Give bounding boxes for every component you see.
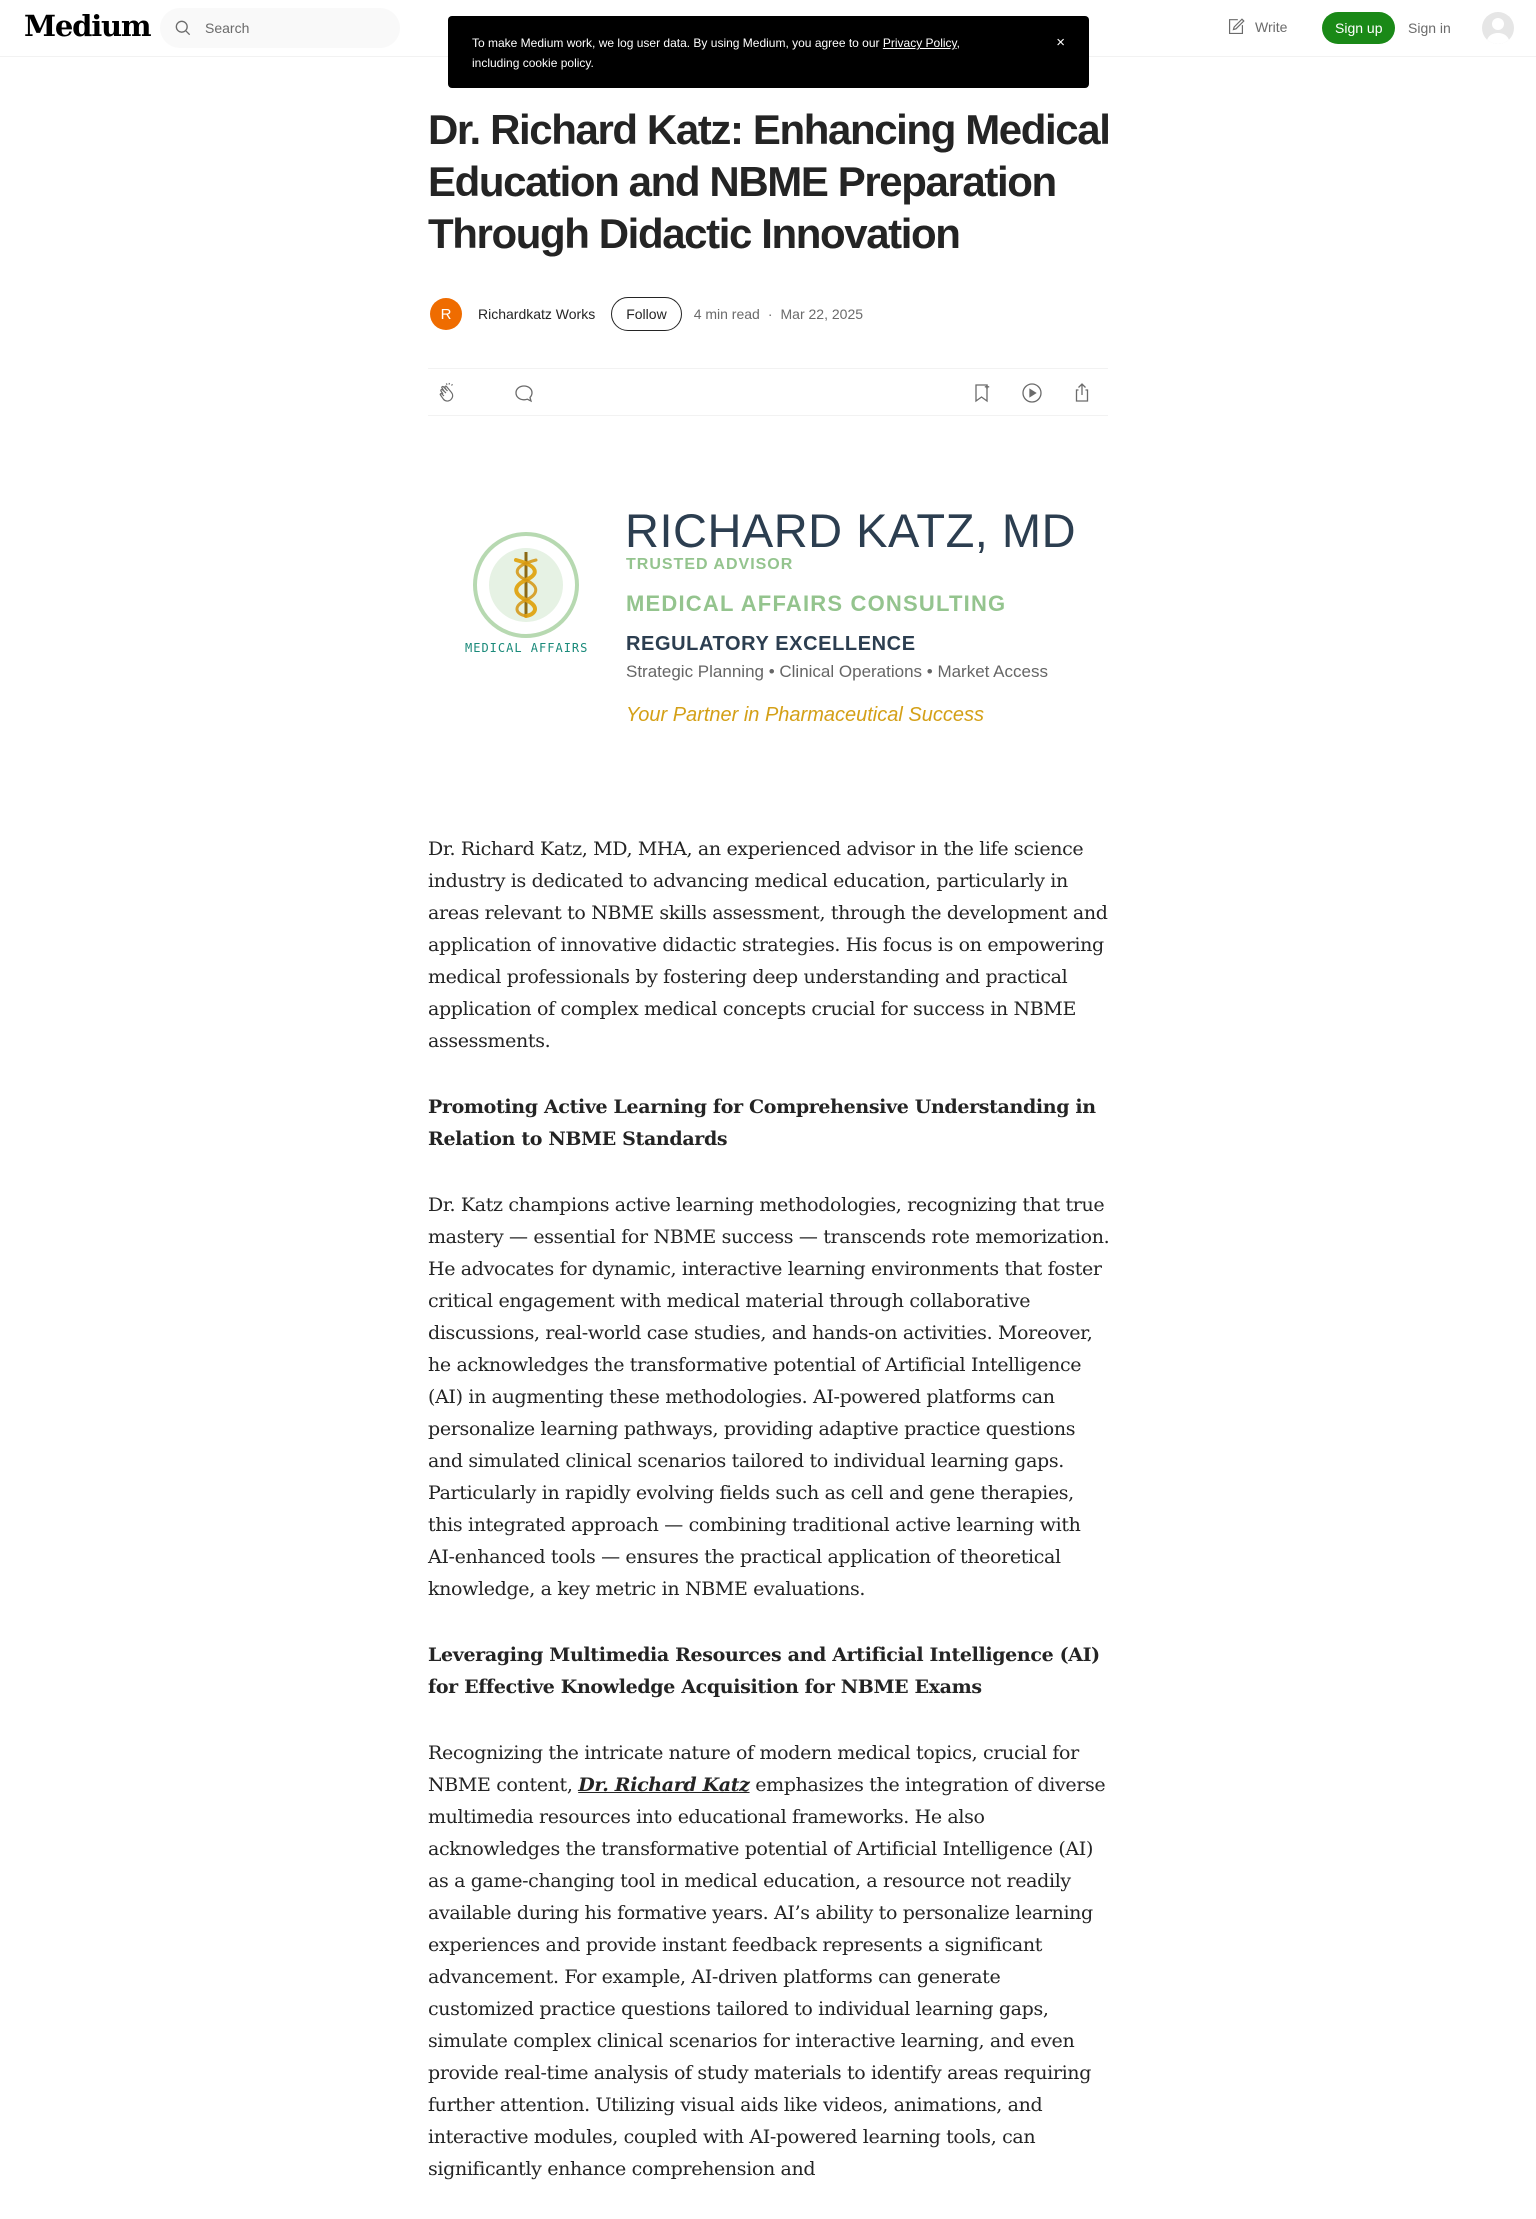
- meta-separator: ·: [767, 306, 773, 322]
- hero-tagline-regulatory: REGULATORY EXCELLENCE: [626, 633, 916, 655]
- share-icon[interactable]: [1070, 381, 1094, 405]
- search-icon: [173, 18, 193, 38]
- author-profile-link[interactable]: Dr. Richard Katz: [578, 1774, 750, 1796]
- comment-icon[interactable]: [512, 381, 536, 405]
- sign-in-link[interactable]: Sign in: [1408, 20, 1451, 36]
- paragraph-text: emphasizes the integration of diverse multimedia resources into educational frameworks. He also acknowledges the transformative potential of Artificial Intelligence (AI) as a game-changing tool in medical education, a resource not readily available during his formative years. AI’s ability to personalize learning experiences and provide instant feedback represents a significant advancement. For example, AI-driven platforms can generate customized practice questions tailored to individual learning gaps, simulate complex clinical scenarios for interactive learning, and even provide real-time analysis of study materials to identify areas requiring further attention. Utilizing visual aids like videos, animations, and interactive modules, coupled with AI-powered learning tools, can significantly enhance comprehension and: [428, 1774, 1106, 2180]
- follow-button[interactable]: Follow: [611, 297, 681, 331]
- caduceus-seal-icon: [471, 530, 581, 640]
- user-avatar[interactable]: [1482, 12, 1514, 44]
- read-time: 4 min read: [693, 306, 760, 322]
- medium-logo[interactable]: Medium: [24, 9, 151, 43]
- write-label: Write: [1255, 19, 1288, 35]
- user-placeholder-icon: [1482, 12, 1514, 44]
- article-action-bar: [428, 368, 1108, 416]
- author-name[interactable]: Richardkatz Works: [478, 306, 596, 322]
- section-heading-active-learning: Promoting Active Learning for Comprehensive Understanding in Relation to NBME Standards: [428, 1096, 1096, 1150]
- seal-label: MEDICAL AFFAIRS: [465, 641, 589, 655]
- hero-tagline-consulting: MEDICAL AFFAIRS CONSULTING: [626, 591, 1007, 616]
- paragraph-text: Recognizing the intricate nature of modern medical topics, crucial for NBME content,: [428, 1742, 1079, 1796]
- publish-date: Mar 22, 2025: [780, 306, 864, 322]
- article-title: Dr. Richard Katz: Enhancing Medical Education and NBME Preparation Through Didactic Innovation: [428, 106, 1110, 257]
- hero-slogan: Your Partner in Pharmaceutical Success: [626, 704, 984, 726]
- section-heading-multimedia: Leveraging Multimedia Resources and Artificial Intelligence (AI) for Effective Knowledge Acquisition for NBME Exams: [428, 1644, 1100, 1698]
- author-avatar[interactable]: R: [430, 298, 462, 330]
- privacy-policy-link[interactable]: Privacy Policy: [882, 36, 957, 50]
- search-box[interactable]: [160, 8, 400, 48]
- paragraph-multimedia: [428, 1737, 1110, 2185]
- article-body: [428, 833, 1110, 2219]
- cookie-banner: [448, 16, 1089, 88]
- search-input[interactable]: [203, 19, 377, 37]
- paragraph-active-learning: Dr. Katz champions active learning methodologies, recognizing that true mastery — essential for NBME success — transcends rote memorization. He advocates for dynamic, interactive learning environments that foster critical engagement with medical material through collaborative discussions, real-world case studies, and hands-on activities. Moreover, he acknowledges the transformative potential of Artificial Intelligence (AI) in augmenting these methodologies. AI-powered platforms can personalize learning pathways, providing adaptive practice questions and simulated clinical scenarios tailored to individual learning gaps. Particularly in rapidly evolving fields such as cell and gene therapies, this integrated approach — combining traditional active learning with AI-enhanced tools — ensures the practical application of theoretical knowledge, a key metric in NBME evaluations.: [428, 1194, 1110, 1600]
- cookie-text-before: To make Medium work, we log user data. By using Medium, you agree to our: [472, 36, 883, 50]
- hero-tagline-advisor: TRUSTED ADVISOR: [626, 556, 794, 573]
- hero-name: RICHARD KATZ, MD: [625, 504, 1077, 557]
- hero-services: Strategic Planning • Clinical Operations • Market Access: [626, 662, 1048, 681]
- close-icon[interactable]: ×: [1056, 34, 1065, 51]
- byline: [428, 296, 863, 332]
- clap-icon[interactable]: [436, 381, 460, 405]
- sign-up-button[interactable]: Sign up: [1322, 12, 1395, 44]
- play-icon[interactable]: [1020, 381, 1044, 405]
- write-button[interactable]: [1225, 16, 1287, 38]
- bookmark-icon[interactable]: [970, 381, 994, 405]
- hero-image: [428, 475, 1108, 775]
- write-icon: [1225, 16, 1247, 38]
- paragraph-intro: Dr. Richard Katz, MD, MHA, an experienced advisor in the life science industry is dedicated to advancing medical education, particularly in areas relevant to NBME skills assessment, through the development and application of innovative didactic strategies. His focus is on empowering medical professionals by fostering deep understanding and practical application of complex medical concepts crucial for success in NBME assessments.: [428, 838, 1108, 1052]
- cookie-text-after: , including cookie policy.: [472, 36, 960, 70]
